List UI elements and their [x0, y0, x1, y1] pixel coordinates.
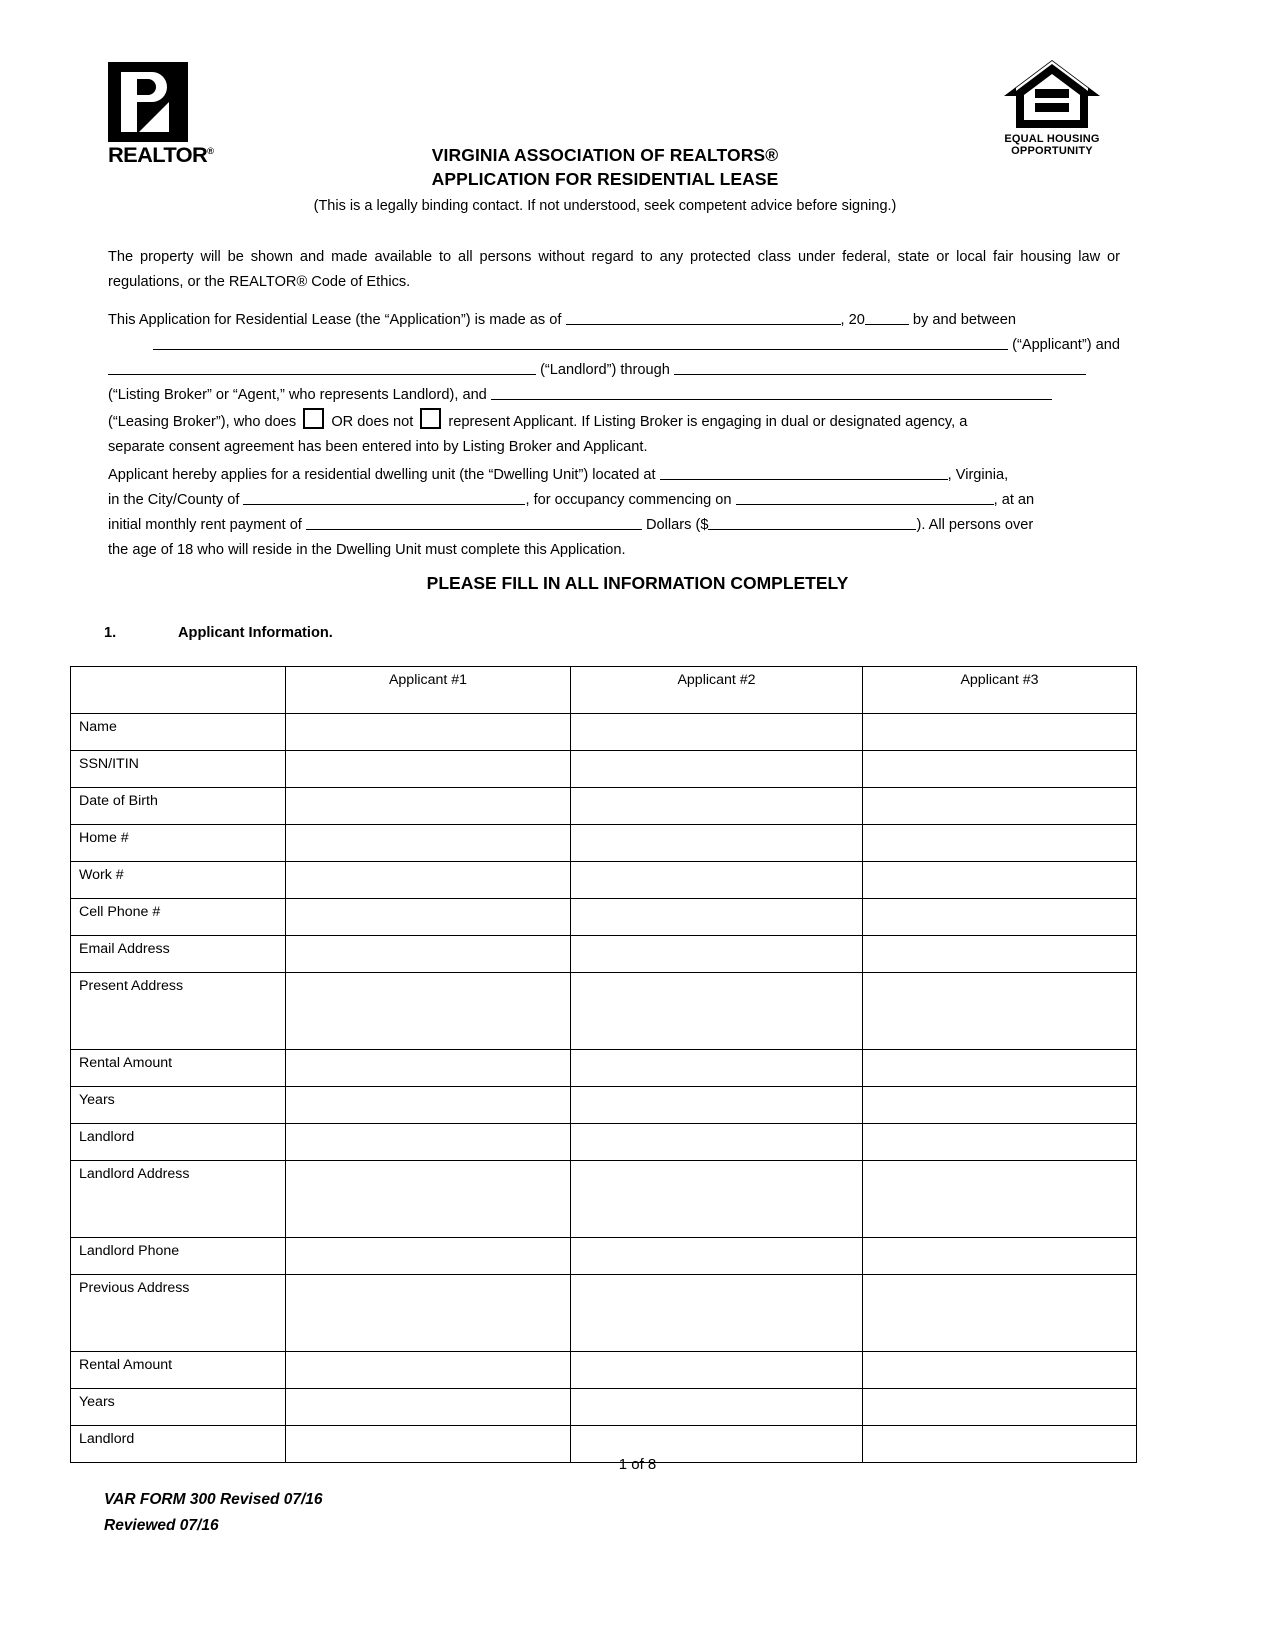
entry-cell-applicant-1[interactable]	[286, 1087, 571, 1124]
entry-cell-applicant-3[interactable]	[863, 899, 1137, 936]
realtor-wordmark	[108, 144, 214, 167]
applicant-line	[108, 333, 1120, 358]
year-prefix-label: , 20	[840, 312, 865, 328]
entry-cell-applicant-1[interactable]	[286, 973, 571, 1050]
all-persons-label: ). All persons over	[916, 517, 1034, 533]
entry-cell-applicant-1[interactable]	[286, 1389, 571, 1426]
entry-cell-applicant-3[interactable]	[863, 1389, 1137, 1426]
table-row	[71, 862, 1137, 899]
column-header-applicant-2: Applicant #2	[571, 667, 863, 714]
represent-applicant-label: represent Applicant. If Listing Broker is engaging in dual or designated agency, a	[448, 414, 968, 430]
table-row	[71, 788, 1137, 825]
row-label: Rental Amount	[71, 1050, 286, 1087]
row-label: Email Address	[71, 936, 286, 973]
table-row	[71, 1352, 1137, 1389]
by-and-between-label: by and between	[912, 312, 1016, 328]
row-label: Name	[71, 714, 286, 751]
row-label: Present Address	[71, 973, 286, 1050]
entry-cell-applicant-3[interactable]	[863, 862, 1137, 899]
entry-cell-applicant-2[interactable]	[571, 1352, 863, 1389]
section-1-title: Applicant Information.	[178, 625, 333, 641]
row-label: Work #	[71, 862, 286, 899]
applicant-information-table	[70, 666, 1137, 1463]
applicant-tag-label: (“Applicant”) and	[1012, 337, 1120, 353]
occupancy-date-blank[interactable]	[736, 489, 994, 505]
row-label: Years	[71, 1389, 286, 1426]
dwelling-unit-block	[108, 463, 1120, 563]
section-1-heading	[104, 625, 333, 641]
table-row	[71, 1389, 1137, 1426]
entry-cell-applicant-1[interactable]	[286, 1238, 571, 1275]
entry-cell-applicant-2[interactable]	[571, 1050, 863, 1087]
entry-cell-applicant-1[interactable]	[286, 1275, 571, 1352]
does-not-represent-checkbox[interactable]	[420, 408, 441, 429]
table-row	[71, 1275, 1137, 1352]
fair-housing-paragraph: The property will be shown and made available to all persons without regard to any protected class under federal, state or local fair housing law or regulations, or the REALTOR® Code of Ethics.	[108, 249, 1120, 290]
row-label: Home #	[71, 825, 286, 862]
entry-cell-applicant-2[interactable]	[571, 1161, 863, 1238]
form-id-line: VAR FORM 300 Revised 07/16	[104, 1491, 323, 1508]
virginia-label: , Virginia,	[947, 467, 1009, 483]
entry-cell-applicant-3[interactable]	[863, 788, 1137, 825]
landlord-line	[108, 358, 1120, 383]
landlord-name-blank[interactable]	[108, 359, 536, 375]
entry-cell-applicant-3[interactable]	[863, 1124, 1137, 1161]
at-an-label: , at an	[993, 492, 1035, 508]
row-label: Landlord	[71, 1124, 286, 1161]
entry-cell-applicant-3[interactable]	[863, 973, 1137, 1050]
table-row	[71, 1050, 1137, 1087]
entry-cell-applicant-2[interactable]	[571, 862, 863, 899]
table-row	[71, 899, 1137, 936]
leasing-broker-tag-label: (“Leasing Broker”), who does	[108, 414, 297, 430]
please-fill-heading: PLEASE FILL IN ALL INFORMATION COMPLETELY	[426, 573, 849, 593]
dwelling-lead-label: Applicant hereby applies for a residential dwelling unit (the “Dwelling Unit”) located at	[108, 467, 656, 483]
table-row	[71, 825, 1137, 862]
table-row	[71, 1238, 1137, 1275]
equal-housing-text	[1000, 134, 1104, 157]
or-does-not-label: OR does not	[331, 414, 414, 430]
entry-cell-applicant-1[interactable]	[286, 1050, 571, 1087]
entry-cell-applicant-2[interactable]	[571, 1389, 863, 1426]
form-footer	[104, 1487, 323, 1539]
entry-cell-applicant-1[interactable]	[286, 825, 571, 862]
entry-cell-applicant-1[interactable]	[286, 1124, 571, 1161]
landlord-tag-label: (“Landlord”) through	[540, 362, 670, 378]
row-label: Rental Amount	[71, 1352, 286, 1389]
equal-housing-line2: OPPORTUNITY	[1011, 144, 1093, 157]
dwelling-located-line	[108, 463, 1120, 488]
entry-cell-applicant-1[interactable]	[286, 1161, 571, 1238]
equal-housing-line1: EQUAL HOUSING	[1004, 133, 1100, 145]
realtor-wordmark-text: REALTOR	[108, 144, 208, 167]
initial-rent-line	[108, 513, 1120, 538]
row-label: SSN/ITIN	[71, 751, 286, 788]
entry-cell-applicant-1[interactable]	[286, 788, 571, 825]
table-row	[71, 1124, 1137, 1161]
dwelling-address-blank[interactable]	[660, 464, 948, 480]
entry-cell-applicant-3[interactable]	[863, 751, 1137, 788]
entry-cell-applicant-2[interactable]	[571, 899, 863, 936]
title-block	[230, 143, 980, 217]
entry-cell-applicant-3[interactable]	[863, 1238, 1137, 1275]
realtor-r-icon	[108, 62, 188, 142]
row-label: Previous Address	[71, 1275, 286, 1352]
entry-cell-applicant-3[interactable]	[863, 936, 1137, 973]
does-represent-checkbox[interactable]	[303, 408, 324, 429]
entry-cell-applicant-1[interactable]	[286, 714, 571, 751]
entry-cell-applicant-3[interactable]	[863, 1352, 1137, 1389]
table-corner-cell	[71, 667, 286, 714]
table-row	[71, 936, 1137, 973]
initial-rent-label: initial monthly rent payment of	[108, 517, 302, 533]
section-1-number: 1.	[104, 625, 117, 641]
made-as-of-line	[108, 308, 1120, 333]
entry-cell-applicant-2[interactable]	[571, 751, 863, 788]
entry-cell-applicant-3[interactable]	[863, 1275, 1137, 1352]
listing-broker-blank[interactable]	[674, 359, 1086, 375]
column-header-applicant-3: Applicant #3	[863, 667, 1137, 714]
table-row	[71, 973, 1137, 1050]
realtor-registered-mark: ®	[207, 146, 214, 156]
leasing-broker-blank[interactable]	[491, 384, 1052, 400]
row-label: Landlord Address	[71, 1161, 286, 1238]
city-county-line	[108, 488, 1120, 513]
date-blank[interactable]	[566, 309, 841, 325]
year-blank[interactable]	[865, 309, 909, 325]
entry-cell-applicant-3[interactable]	[863, 1087, 1137, 1124]
entry-cell-applicant-2[interactable]	[571, 788, 863, 825]
dollars-label: Dollars ($	[646, 517, 709, 533]
entry-cell-applicant-3[interactable]	[863, 1050, 1137, 1087]
listing-broker-line	[108, 383, 1120, 408]
entry-cell-applicant-2[interactable]	[571, 936, 863, 973]
applicant-name-blank[interactable]	[153, 334, 1008, 350]
row-label: Landlord	[71, 1426, 286, 1463]
entry-cell-applicant-1[interactable]	[286, 862, 571, 899]
entry-cell-applicant-3[interactable]	[863, 714, 1137, 751]
city-county-blank[interactable]	[243, 489, 525, 505]
listing-broker-tag-label: (“Listing Broker” or “Agent,” who represents Landlord), and	[108, 387, 487, 403]
page-number: 1 of 8	[618, 1456, 657, 1473]
entry-cell-applicant-2[interactable]	[571, 973, 863, 1050]
entry-cell-applicant-3[interactable]	[863, 1161, 1137, 1238]
entry-cell-applicant-3[interactable]	[863, 825, 1137, 862]
legal-notice-subtitle: (This is a legally binding contact. If not understood, seek competent advice before signing.)	[313, 198, 897, 214]
entry-cell-applicant-1[interactable]	[286, 936, 571, 973]
organization-title: VIRGINIA ASSOCIATION OF REALTORS®	[431, 145, 779, 165]
entry-cell-applicant-2[interactable]	[571, 1275, 863, 1352]
city-county-label: in the City/County of	[108, 492, 240, 508]
row-label: Landlord Phone	[71, 1238, 286, 1275]
entry-cell-applicant-2[interactable]	[571, 1124, 863, 1161]
occupancy-label: , for occupancy commencing on	[525, 492, 732, 508]
column-header-applicant-1: Applicant #1	[286, 667, 571, 714]
form-reviewed-line: Reviewed 07/16	[104, 1517, 219, 1534]
rent-amount-blank[interactable]	[708, 514, 916, 530]
made-as-of-label: This Application for Residential Lease (the “Application”) is made as of	[108, 312, 562, 328]
table-row	[71, 1161, 1137, 1238]
age-18-line: the age of 18 who will reside in the Dwelling Unit must complete this Application.	[108, 542, 626, 558]
separate-consent-line: separate consent agreement has been entered into by Listing Broker and Applicant.	[108, 439, 648, 455]
leasing-broker-line	[108, 408, 1120, 435]
table-header-row	[71, 667, 1137, 714]
entry-cell-applicant-1[interactable]	[286, 751, 571, 788]
entry-cell-applicant-2[interactable]	[571, 1087, 863, 1124]
entry-cell-applicant-1[interactable]	[286, 1352, 571, 1389]
entry-cell-applicant-2[interactable]	[571, 1238, 863, 1275]
entry-cell-applicant-1[interactable]	[286, 899, 571, 936]
table-row	[71, 751, 1137, 788]
row-label: Years	[71, 1087, 286, 1124]
realtor-logo	[108, 62, 214, 167]
equal-housing-house-icon	[1002, 58, 1102, 132]
entry-cell-applicant-2[interactable]	[571, 714, 863, 751]
rent-words-blank[interactable]	[306, 514, 642, 530]
row-label: Cell Phone #	[71, 899, 286, 936]
row-label: Date of Birth	[71, 788, 286, 825]
page-title: APPLICATION FOR RESIDENTIAL LEASE	[431, 169, 779, 189]
table-row	[71, 1087, 1137, 1124]
equal-housing-logo	[1000, 58, 1104, 157]
entry-cell-applicant-2[interactable]	[571, 825, 863, 862]
application-parties-block	[108, 308, 1120, 460]
table-row	[71, 714, 1137, 751]
